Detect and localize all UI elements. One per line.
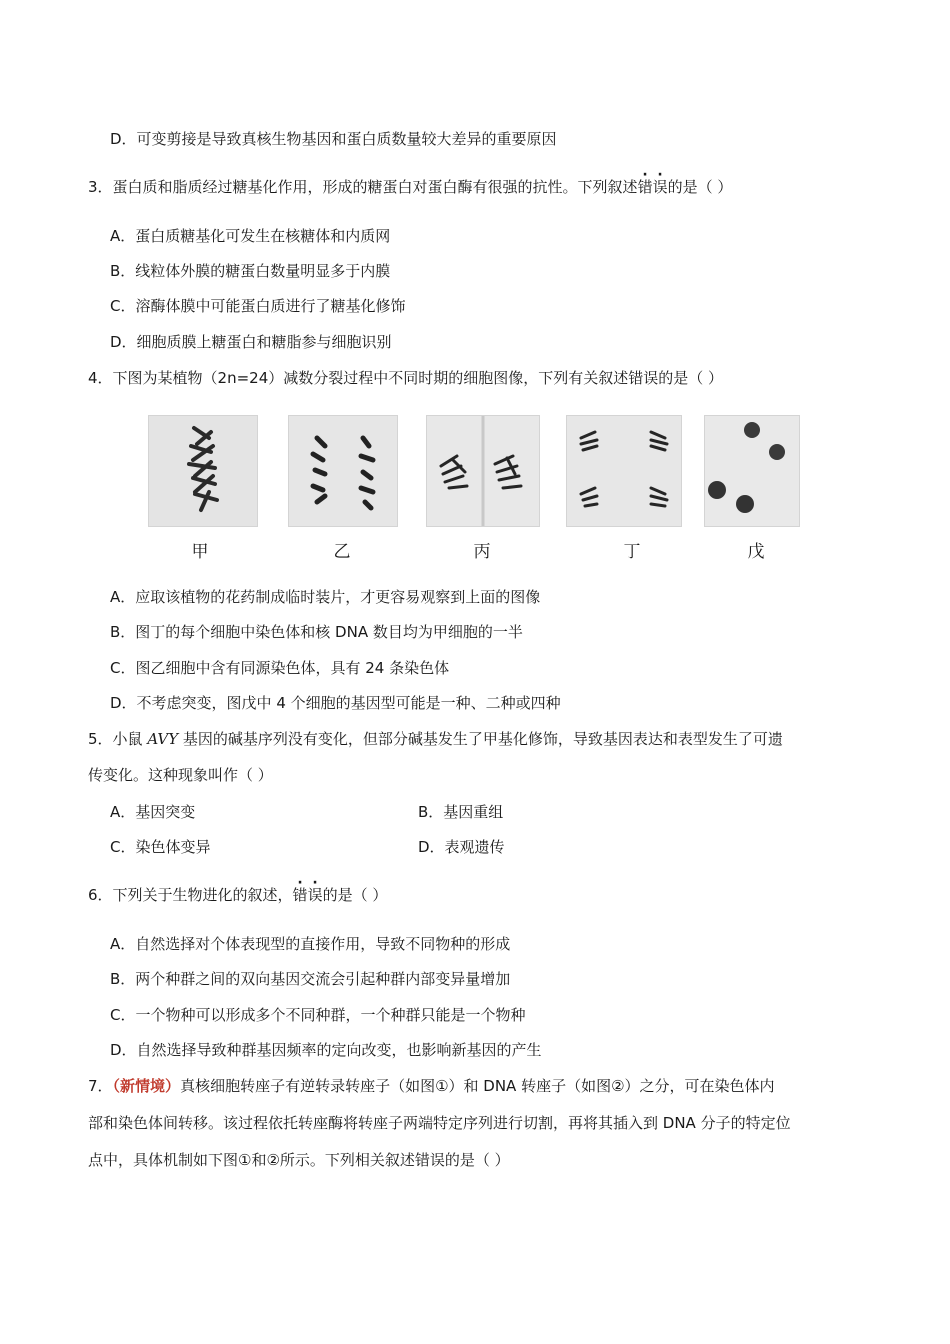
- q6-option-a: A．自然选择对个体表现型的直接作用，导致不同物种的形成: [110, 935, 511, 953]
- q6-emphasis-1: 错: [292, 886, 308, 904]
- micrograph-yi: [288, 415, 398, 527]
- micrograph-bing: [426, 415, 540, 527]
- q7-stem-line3: 点中，具体机制如下图①和②所示。下列相关叙述错误的是（ ）: [88, 1151, 510, 1169]
- q4-option-d: D．不考虑突变，图戊中 4 个细胞的基因型可能是一种、二种或四种: [110, 694, 561, 712]
- micrograph-jia: [148, 415, 258, 527]
- q7-new-context-tag: （新情境）: [112, 1077, 181, 1095]
- q3-stem-before: 3．蛋白质和脂质经过糖基化作用，形成的糖蛋白对蛋白酶有很强的抗性。下列叙述: [88, 178, 638, 196]
- q6-option-c: C．一个物种可以形成多个不同种群，一个种群只能是一个物种: [110, 1006, 526, 1024]
- metaphase-chromosomes-image: [149, 416, 257, 526]
- q7-line1-text: 真核细胞转座子有逆转录转座子（如图①）和 DNA 转座子（如图②）之分，可在染色体内: [180, 1077, 775, 1095]
- caption-bing: 丙: [473, 542, 491, 562]
- q3-option-c: C．溶酶体膜中可能蛋白质进行了糖基化修饰: [110, 297, 406, 315]
- q5-stem-after: 基因的碱基序列没有变化，但部分碱基发生了甲基化修饰，导致基因表达和表型发生了可遗: [178, 730, 783, 748]
- q6-emphasis-2: 误: [307, 886, 323, 904]
- q4-option-b: B．图丁的每个细胞中染色体和核 DNA 数目均为甲细胞的一半: [110, 623, 523, 641]
- q3-stem-after: 的是（ ）: [667, 178, 733, 196]
- anaphase-i-image: [289, 416, 397, 526]
- q7-stem-line1: [88, 1075, 775, 1097]
- tetrad-image: [705, 416, 799, 526]
- telophase-i-image: [427, 416, 539, 526]
- caption-ding: 丁: [623, 542, 641, 562]
- q4-option-a: A．应取该植物的花药制成临时装片，才更容易观察到上面的图像: [110, 588, 541, 606]
- caption-wu: 戊: [747, 542, 765, 562]
- q3-option-d: D．细胞质膜上糖蛋白和糖脂参与细胞识别: [110, 333, 392, 351]
- q3-option-b: B．线粒体外膜的糖蛋白数量明显多于内膜: [110, 262, 391, 280]
- q7-stem-line2: 部和染色体间转移。该过程依托转座酶将转座子两端特定序列进行切割，再将其插入到 DNA 分子的特定位: [88, 1114, 791, 1132]
- caption-yi: 乙: [333, 542, 351, 562]
- q5-stem-before: 5．小鼠: [88, 730, 148, 748]
- q5-option-c: C．染色体变异: [110, 838, 211, 856]
- q5-option-d: D．表观遗传: [418, 838, 505, 856]
- q3-option-a: A．蛋白质糖基化可发生在核糖体和内质网: [110, 227, 391, 245]
- q5-option-b: B．基因重组: [418, 803, 504, 821]
- q4-stem: 4．下图为某植物（2n=24）减数分裂过程中不同时期的细胞图像，下列有关叙述错误的是（ ）: [88, 369, 724, 387]
- micrograph-wu: [704, 415, 800, 527]
- micrograph-ding: [566, 415, 682, 527]
- q5-stem-line2: 传变化。这种现象叫作（ ）: [88, 766, 273, 784]
- q3-emphasis-1: 错: [637, 178, 653, 196]
- q6-stem: [88, 884, 387, 906]
- caption-jia: 甲: [191, 542, 209, 562]
- q6-option-d: D．自然选择导致种群基因频率的定向改变，也影响新基因的产生: [110, 1041, 542, 1059]
- q7-number: 7．: [88, 1077, 113, 1095]
- q5-gene-name: AVY: [147, 730, 179, 748]
- q3-emphasis-2: 误: [652, 178, 668, 196]
- q3-stem: [88, 176, 732, 198]
- q2-option-d: D．可变剪接是导致真核生物基因和蛋白质数量较大差异的重要原因: [110, 130, 557, 148]
- anaphase-ii-image: [567, 416, 681, 526]
- q6-stem-after: 的是（ ）: [322, 886, 388, 904]
- q6-option-b: B．两个种群之间的双向基因交流会引起种群内部变异量增加: [110, 970, 511, 988]
- q4-option-c: C．图乙细胞中含有同源染色体，具有 24 条染色体: [110, 659, 450, 677]
- q6-stem-before: 6．下列关于生物进化的叙述，: [88, 886, 293, 904]
- q5-option-a: A．基因突变: [110, 803, 196, 821]
- q5-stem: [88, 728, 783, 750]
